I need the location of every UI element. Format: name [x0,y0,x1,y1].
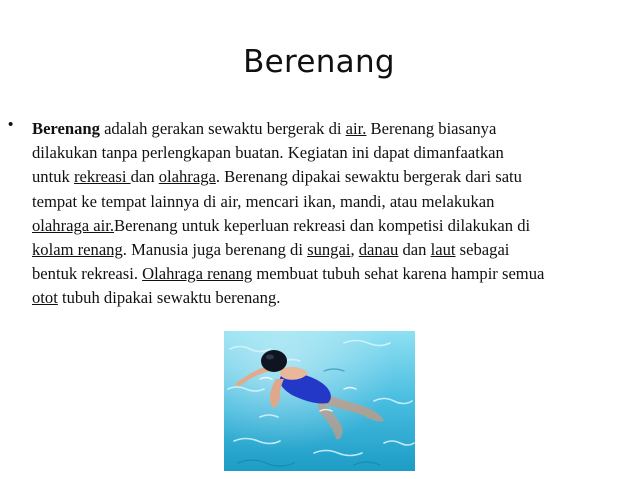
linked-term[interactable]: danau [358,240,399,260]
paragraph-line [32,190,636,214]
text-run: untuk [32,167,74,187]
linked-term[interactable]: laut [430,240,456,260]
text-run: dilakukan tanpa perlengkapan buatan. Kegiatan ini dapat dimanfaatkan [32,143,504,163]
paragraph-line [32,165,636,189]
text-run: Berenang untuk keperluan rekreasi dan kompetisi dilakukan di [114,215,531,235]
paragraph-line [32,214,636,238]
linked-term[interactable]: Olahraga renang [142,264,253,284]
text-run: sebagai [455,240,510,260]
swimmer-photo [224,331,415,471]
linked-term[interactable]: olahraga air. [32,215,115,235]
linked-term[interactable]: kolam renang [32,240,123,260]
linked-term[interactable]: olahraga [158,167,216,187]
slide-title: Berenang [243,44,395,80]
text-run: Berenang biasanya [366,119,497,138]
text-run: , [350,240,359,260]
linked-term[interactable]: air. [345,119,367,138]
paragraph-line [32,286,636,310]
text-run: dan [398,240,431,260]
text-run: dan [130,167,159,187]
paragraph-line [32,141,636,165]
paragraph-line [32,117,636,141]
linked-term[interactable]: otot [32,288,58,308]
paragraph-line [32,262,636,286]
text-run: . Manusia juga berenang di [122,240,308,260]
linked-term[interactable]: sungai [307,240,351,260]
linked-term[interactable]: rekreasi [73,167,131,187]
bullet-paragraph [32,117,636,311]
swimmer-illustration [224,331,415,471]
text-run: . Berenang dipakai sewaktu bergerak dari satu [215,167,522,187]
bullet-marker: • [8,116,14,133]
text-run: membuat tubuh sehat karena hampir semua [252,264,545,284]
text-run: tempat ke tempat lainnya di air, mencari ikan, mandi, atau melakukan [32,191,495,211]
text-run: tubuh dipakai sewaktu berenang. [57,288,281,308]
text-run: bentuk rekreasi. [32,264,143,284]
bold-term: Berenang [32,119,100,138]
swim-cap [261,350,287,372]
paragraph-line [32,238,636,262]
text-run: adalah gerakan sewaktu bergerak di [99,119,346,138]
